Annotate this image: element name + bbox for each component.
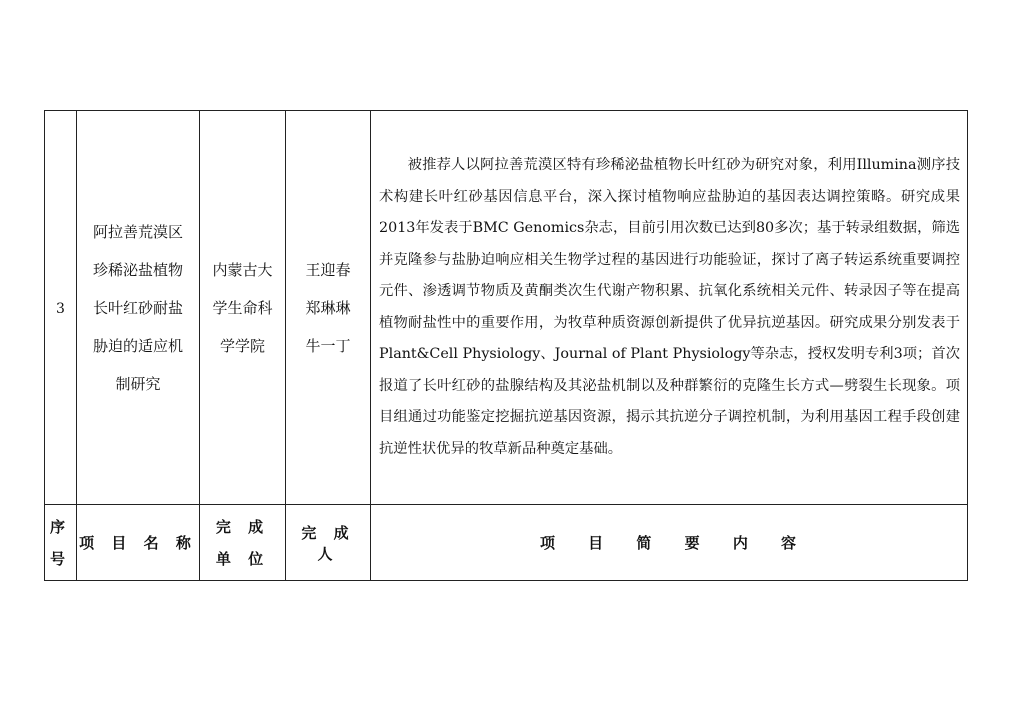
project-name-line: 胁迫的适应机 xyxy=(92,336,183,355)
header-unit-line: 单 位 xyxy=(215,549,270,568)
summary-text: 被推荐人以阿拉善荒漠区特有珍稀泌盐植物长叶红砂为研究对象，利用Illumina测序技术构建长叶红砂基因信息平台，深入探讨植物响应盐胁迫的基因表达调控策略。研究成果2013年发表于BMC Genomics杂志，目前引用次数已达到80多次；基于转录组数据，筛选并克隆参与盐胁迫响应相关生物学过程的基因进行功能验证，探讨了离子转运系统重要调控元件、渗透调节物质及黄酮类次生代谢产物积累、抗氧化系统相关元件、转录因子等在提高植物耐盐性中的重要作用，为牧草种质资源创新提供了优异抗逆基因。研究成果分别发表于Plant&Cell Physiology、Journal of Plant Physiology等杂志，授权发明专利3项；首次报道了长叶红砂的盐腺结构及其泌盐机制以及种群繁衍的克隆生长方式—劈裂生长现象。项目组通过功能鉴定挖掘抗逆基因资源，揭示其抗逆分子调控机制，为利用基因工程手段创建抗逆性状优异的牧草新品种奠定基础。 xyxy=(379,157,960,457)
seq-cell xyxy=(45,111,77,505)
header-name-cell xyxy=(77,505,200,581)
project-name-line: 长叶红砂耐盐 xyxy=(92,298,183,317)
header-seq-line: 序 xyxy=(49,517,71,536)
seq-number: 3 xyxy=(56,301,65,317)
header-name: 项 目 名 称 xyxy=(79,534,197,552)
table-row xyxy=(45,111,968,505)
unit-line: 学生命科 xyxy=(212,298,273,317)
person-line: 牛一丁 xyxy=(305,336,351,355)
unit-cell xyxy=(200,111,286,505)
project-name-line: 制研究 xyxy=(115,374,161,393)
header-seq-cell xyxy=(45,505,77,581)
header-person-cell xyxy=(286,505,371,581)
project-name-line: 阿拉善荒漠区 xyxy=(92,222,183,241)
unit-line: 内蒙古大 xyxy=(212,260,273,279)
header-summary-cell xyxy=(371,505,968,581)
project-name-line: 珍稀泌盐植物 xyxy=(92,260,183,279)
header-row xyxy=(45,505,968,581)
person-cell xyxy=(286,111,371,505)
header-summary: 项 目 简 要 内 容 xyxy=(539,534,799,552)
header-unit-line: 完 成 xyxy=(215,517,270,536)
project-name-cell xyxy=(77,111,200,505)
header-seq-line: 号 xyxy=(49,549,71,568)
person-line: 郑琳琳 xyxy=(305,298,351,317)
header-person: 完 成 人 xyxy=(301,523,355,563)
person-line: 王迎春 xyxy=(305,260,351,279)
header-unit-cell xyxy=(200,505,286,581)
unit-line: 学学院 xyxy=(219,336,265,355)
award-table xyxy=(44,110,968,581)
summary-cell xyxy=(371,111,968,505)
